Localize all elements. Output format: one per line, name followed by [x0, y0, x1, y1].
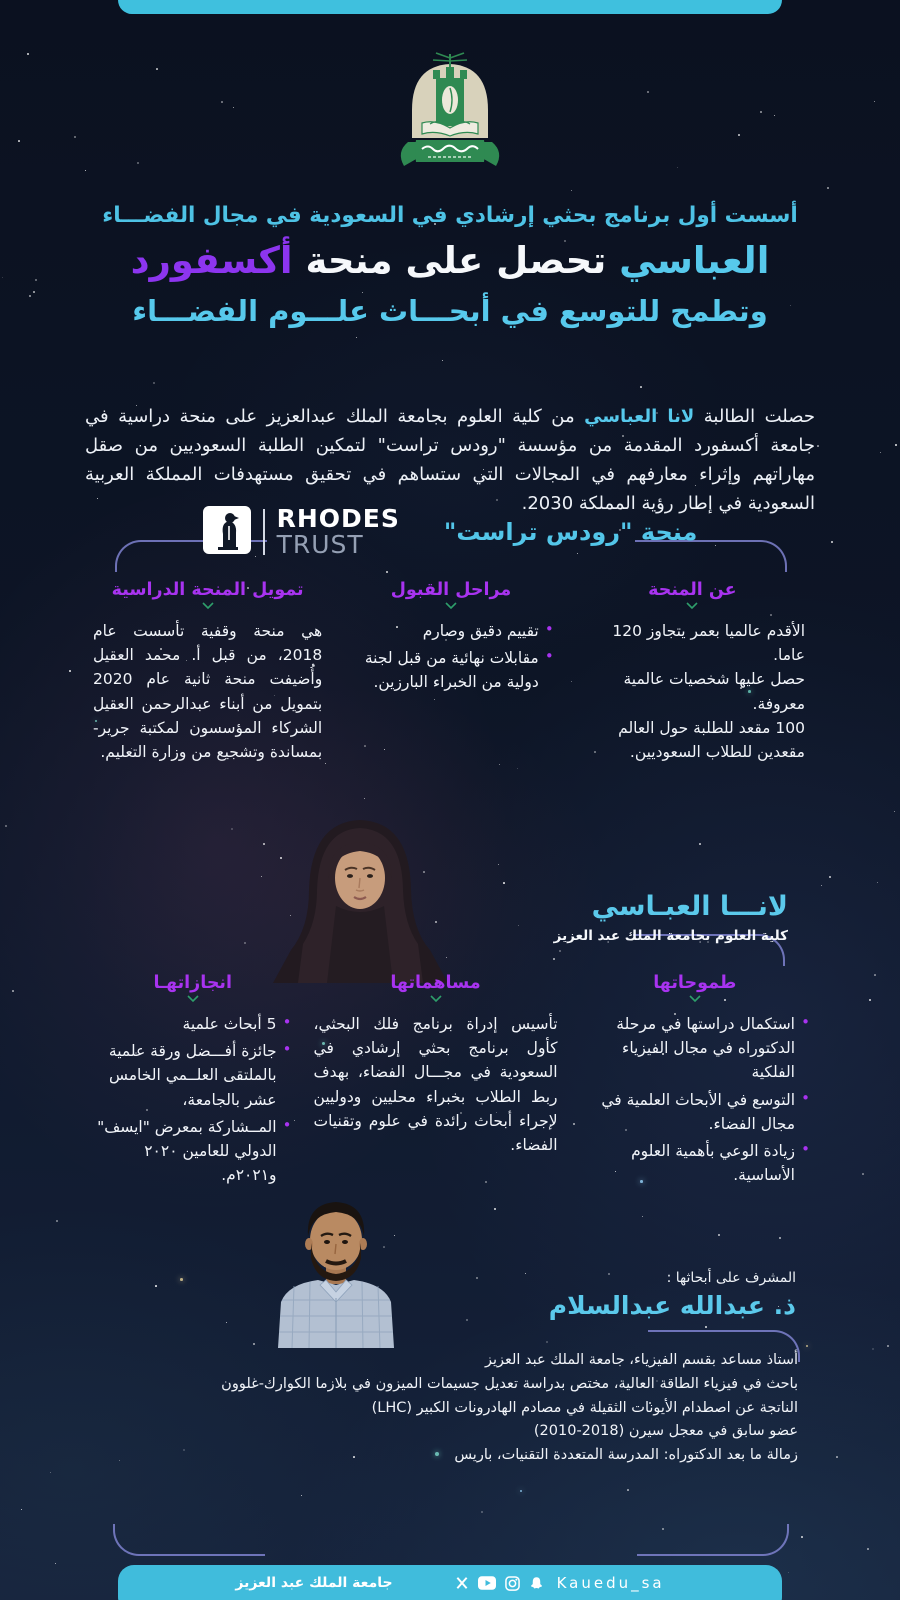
- list-item: • زيادة الوعي بأهمية العلوم الأساسية.: [580, 1139, 810, 1187]
- list-item: • المــشاركة بمعرض "ايسف" الدولي للعامين ٢٠٢٠ و٢٠٢١م.: [94, 1115, 292, 1188]
- rhodes-logo-divider: [263, 509, 265, 555]
- column-admission-stages: [348, 580, 554, 764]
- lana-identity: [554, 891, 788, 944]
- kau-logo: [378, 48, 522, 176]
- list-item: • 5 أبحاث علمية: [94, 1012, 292, 1036]
- list-item: 100 مقعد للطلبة حول العالم مقعدين للطلاب السعوديين.: [618, 718, 805, 761]
- headline-bottom-line: وتطمح للتوسع في أبحـــاث علـــوم الفضـــاء: [132, 294, 768, 328]
- list-item: • تقييم دقيق وصارم: [348, 619, 554, 643]
- list-item: أستاذ مساعد بقسم الفيزياء، جامعة الملك عبد العزيز: [484, 1352, 798, 1368]
- column-header: مساهماتها: [390, 973, 481, 993]
- list-item: • مقابلات نهائية من قبل لجنة دولية من الخبراء البارزين.: [348, 646, 554, 694]
- instagram-icon[interactable]: [505, 1576, 520, 1591]
- chevron-down-icon: [93, 602, 322, 610]
- column-header: مراحل القبول: [390, 580, 512, 600]
- headline-surname: العباسي: [619, 239, 770, 282]
- column-paragraph: تأسيس إدراة برنامج فلك البحثي، كأول برنامج بحثي إرشادي في السعودية في مجـــال الفضاء، بهدف ربط الطلاب بخبراء محليين ودوليين لإجراء أبحاث رائدة في علوم وتقنيات الفضاء.: [313, 1015, 558, 1154]
- x-icon[interactable]: [455, 1576, 469, 1590]
- list-item: • التوسع في الأبحاث العلمية في مجال الفضاء.: [580, 1088, 810, 1136]
- column-items: [580, 1012, 810, 1187]
- column-achievements: [94, 973, 292, 1190]
- column-about-scholarship: [580, 580, 805, 764]
- column-header: طموحاتها: [653, 973, 737, 993]
- supervisor-bio: [93, 1350, 798, 1469]
- rhodes-section-header: [0, 506, 900, 558]
- headline-mid: تحصل على منحة: [292, 239, 620, 282]
- bracket-bottom-left: [113, 1524, 265, 1556]
- headline: [0, 203, 900, 328]
- list-item: زمالة ما بعد الدكتوراه: المدرسة المتعددة التقنيات، باريس: [454, 1447, 798, 1463]
- supervisor-name: ذ. عبدالله عبدالسلام: [548, 1291, 796, 1320]
- headline-oxford: أكسفورد: [130, 239, 293, 282]
- supervisor-identity: [549, 1270, 796, 1320]
- chevron-down-icon: [348, 602, 554, 610]
- chevron-down-icon: [580, 602, 805, 610]
- footer-social: [455, 1574, 665, 1592]
- rhodes-columns: [93, 580, 805, 764]
- headline-main-line: [0, 239, 900, 282]
- lana-photo: [258, 798, 463, 983]
- list-item: • جائزة أفـــضل ورقة علمية بالملتقى العلــمي الخامس عشر بالجامعة،: [94, 1039, 292, 1112]
- lana-name: لانـــا العبـاسي: [591, 891, 788, 922]
- chevron-down-icon: [580, 995, 810, 1003]
- column-items: [94, 1012, 292, 1187]
- rhodes-section-title: منحة "رودس تراست": [443, 518, 698, 546]
- column-ambitions: [580, 973, 810, 1190]
- list-item: الأقدم عالميا بعمر يتجاوز 120 عاما.: [612, 622, 805, 665]
- rhodes-trust-logo: [203, 506, 400, 558]
- intro-before: حصلت الطالبة: [694, 406, 815, 427]
- supervisor-photo: [248, 1188, 423, 1348]
- list-item: عضو سابق في معجل سيرن (2018-2010): [533, 1423, 798, 1440]
- column-items: [580, 619, 805, 764]
- trust-word: TRUST: [276, 530, 364, 559]
- chevron-down-icon: [94, 995, 292, 1003]
- list-item: باحث في فيزياء الطاقة العالية، مختص بدراسة تعديل جسيمات الميزون في بلازما الكوارك-غلوون: [221, 1375, 798, 1392]
- column-paragraph: هي منحة وقفية تأسست عام 2018، من قبل أ. محمد العقيل وأُضيفت منحة ثانية عام 2020 بتمويل من أبناء عبدالرحمن العقيل الشركاء المؤسسون لمكتبة جرير- بمساندة وتشجيع من وزارة التعليم.: [93, 622, 323, 761]
- rhodes-bird-icon: [203, 506, 251, 558]
- youtube-icon[interactable]: [478, 1576, 496, 1590]
- column-header: انجازاتهـا: [153, 973, 233, 993]
- lana-subtitle: كلية العلوم بجامعة الملك عبد العزيز: [553, 928, 788, 944]
- list-item: حصل عليها شخصيات عالمية معروفة.: [623, 670, 805, 713]
- column-items: [348, 619, 554, 695]
- intro-paragraph: [85, 402, 815, 519]
- headline-top-line: أسست أول برنامج بحثي إرشادي في السعودية في مجال الفضـــاء: [102, 203, 798, 228]
- column-header: تمويل المنحة الدراسية: [111, 580, 304, 600]
- column-header: عن المنحة: [648, 580, 737, 600]
- rhodes-wordmark: [277, 506, 400, 558]
- top-accent-bar: [118, 0, 782, 14]
- intro-student-name: لانا العباسي: [584, 406, 695, 427]
- snapchat-icon[interactable]: [529, 1576, 544, 1591]
- column-scholarship-funding: [93, 580, 322, 764]
- list-item: • استكمال دراستها في مرحلة الدكتوراه في مجال الفيزياء الفلكية: [580, 1012, 810, 1085]
- bracket-bottom-right: [637, 1524, 789, 1556]
- rhodes-word: RHODES: [276, 504, 400, 533]
- lana-columns: [94, 973, 810, 1190]
- footer-bar: [118, 1565, 782, 1600]
- intro-after: من كلية العلوم بجامعة الملك عبدالعزيز على منحة دراسية في جامعة أكسفورد المقدمة من مؤسسة "رودس تراست" لتمكين الطلبة السعوديين من صقل مهاراتهم وإثراء معارفهم في المجالات التي ستساهم في تحقيق مستهدفات المملكة العربية السعودية في إطار رؤية المملكة 2030.: [85, 406, 815, 515]
- footer-handle[interactable]: Kauedu_sa: [556, 1574, 665, 1592]
- list-item: الناتجة عن اصطدام الأيونات الثقيلة في مصادم الهادرونات الكبير (LHC): [371, 1399, 798, 1416]
- column-contributions: [314, 973, 558, 1190]
- supervisor-label: المشرف على أبحاثها :: [666, 1270, 796, 1286]
- footer-university-name: جامعة الملك عبد العزيز: [235, 1575, 393, 1591]
- chevron-down-icon: [314, 995, 558, 1003]
